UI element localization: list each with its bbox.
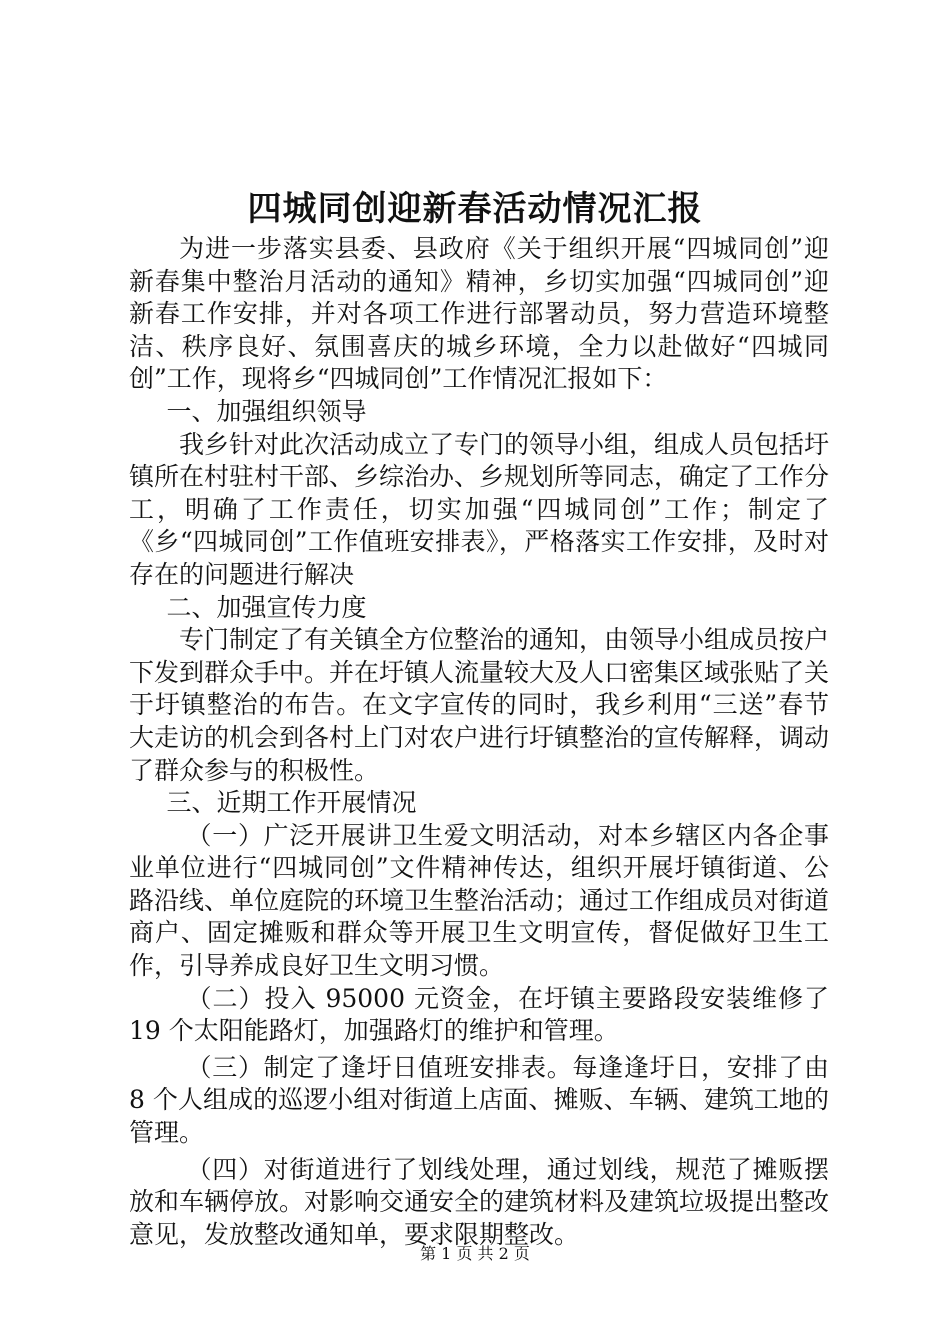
document-title: 四城同创迎新春活动情况汇报 xyxy=(247,189,703,229)
recent-work-item: （一）广泛开展讲卫生爱文明活动，对本乡辖区内各企事业单位进行“四城同创”文件精神传达，组织开展圩镇街道、公路沿线、单位庭院的环境卫生整治活动；通过工作组成员对街道商户、固定摊贩和群众等开展卫生文明宣传，督促做好卫生工作，引导养成良好卫生文明习惯。 xyxy=(129,820,830,981)
intro-paragraph: 为进一步落实县委、县政府《关于组织开展“四城同创”迎新春集中整治月活动的通知》精神，乡切实加强“四城同创”迎新春工作安排，并对各项工作进行部署动员，努力营造环境整洁、秩序良好、氛围喜庆的城乡环境，全力以赴做好“四城同创”工作，现将乡“四城同创”工作情况汇报如下： xyxy=(129,234,829,394)
document-body xyxy=(129,233,829,1251)
section-body-organization: 我乡针对此次活动成立了专门的领导小组，组成人员包括圩镇所在村驻村干部、乡综治办、乡规划所等同志，确定了工作分工，明确了工作责任，切实加强“四城同创”工作；制定了《乡“四城同创”工作值班安排表》，严格落实工作安排，及时对存在的问题进行解决 xyxy=(129,429,830,589)
section-heading-publicity: 二、加强宣传力度 xyxy=(166,592,367,622)
recent-work-item: （四）对街道进行了划线处理，通过划线，规范了摊贩摆放和车辆停放。对影响交通安全的建筑材料及建筑垃圾提出整改意见，发放整改通知单，要求限期整改。 xyxy=(129,1154,830,1249)
section-heading-recent-work: 三、近期工作开展情况 xyxy=(166,788,417,818)
recent-work-item: （三）制定了逢圩日值班安排表。每逢逢圩日，安排了由 8 个人组成的巡逻小组对街道上店面、摊贩、车辆、建筑工地的管理。 xyxy=(129,1052,829,1148)
section-body-publicity: 专门制定了有关镇全方位整治的通知，由领导小组成员按户下发到群众手中。并在圩镇人流量较大及人口密集区域张贴了关于圩镇整治的布告。在文字宣传的同时，我乡利用“三送”春节大走访的机会到各村上门对农户进行圩镇整治的宣传解释，调动了群众参与的积极性。 xyxy=(129,625,830,785)
recent-work-item: （二）投入 95000 元资金，在圩镇主要路段安装维修了 19 个太阳能路灯，加强路灯的维护和管理。 xyxy=(129,983,829,1046)
page-footer: 第 1 页 共 2 页 xyxy=(420,1244,530,1263)
section-heading-organization: 一、加强组织领导 xyxy=(166,396,367,426)
